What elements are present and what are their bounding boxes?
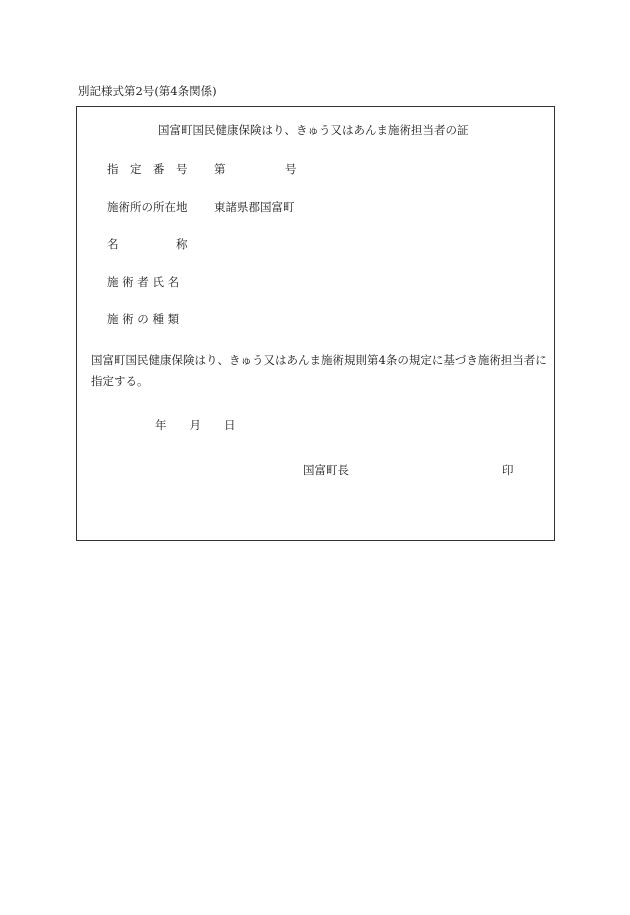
form-caption: 別記様式第2号(第4条関係) [78,84,217,98]
designation-number-label: 指 定 番 号 [107,162,188,176]
seal-mark: 印 [502,463,514,477]
clinic-location-label: 施術所の所在地 [107,200,188,214]
designation-number-prefix: 第 [214,162,226,176]
date-line: 年 月 日 [155,418,236,432]
certificate-title: 国富町国民健康保険はり、きゅう又はあんま施術担当者の証 [158,123,469,137]
designation-number-suffix: 号 [285,162,297,176]
clinic-name-label: 名 称 [107,237,188,251]
treatment-type-label: 施 術 の 種 類 [107,312,180,326]
practitioner-name-label: 施 術 者 氏 名 [107,275,180,289]
clinic-location-value: 東諸県郡国富町 [214,200,295,214]
designation-statement: 国富町国民健康保険はり、きゅう又はあんま施術規則第4条の規定に基づき施術担当者に指定する。 [91,353,547,388]
issuer-title: 国富町長 [303,463,349,477]
